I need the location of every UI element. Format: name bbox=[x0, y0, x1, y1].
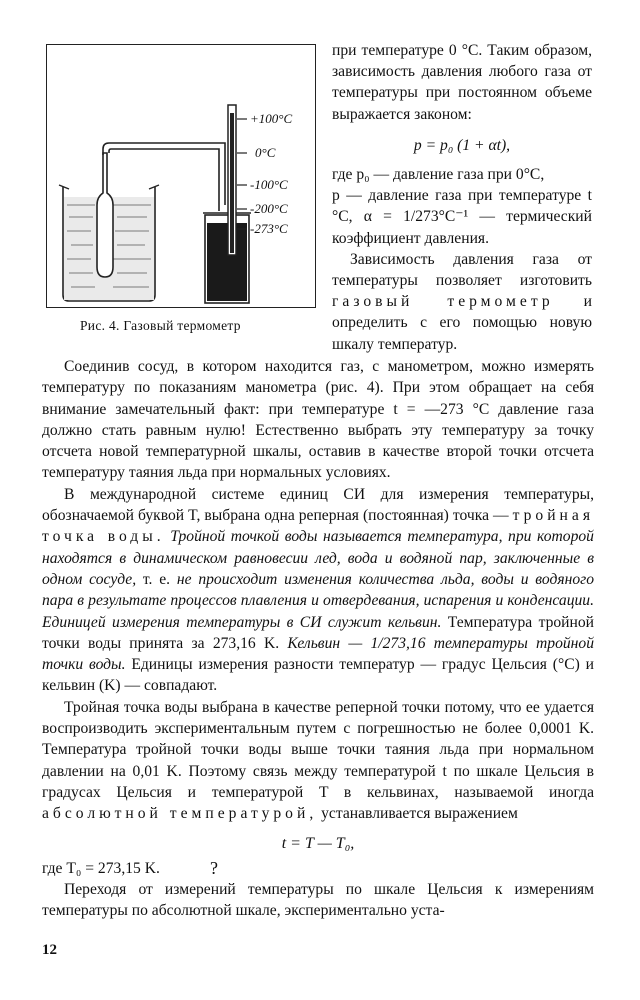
gas-thermometer-figure bbox=[46, 44, 316, 308]
gas-thermometer-term: газовый термометр bbox=[332, 293, 554, 311]
right-para-2 bbox=[332, 249, 592, 355]
main-para-1: Соединив сосуд, в котором находится газ, с манометром, можно измерять температуру по показаниям манометра (рис. 4). При этом обращает на себя внимание замечательный факт: при температуре t = —273 °С давление газа должно стать равным нулю! Естественно выбрать эту температуру за точку отсчета новой температурной шкалы, оставив в качестве второй точки отсчета температуру таяния льда при нормальных условиях. bbox=[42, 358, 594, 482]
main-para-2-d: Температура тройной точки воды принята за 273,16 K. bbox=[42, 613, 595, 652]
page-number: 12 bbox=[42, 942, 57, 958]
main-para-2-a: В международной системе единиц СИ для измерения температуры, обозначаемой буквой T, выбрана одна реперная (постоянная) точка — bbox=[42, 485, 594, 525]
gas-thermometer-drawing bbox=[47, 45, 317, 309]
figure-caption: Рис. 4. Газовый термометр bbox=[80, 318, 241, 333]
scale-label-plus100: +100°C bbox=[250, 111, 293, 126]
pressure-formula: p = p₀ (1 + αt), bbox=[413, 136, 511, 154]
absolute-temperature-term: абсолютной температурой, bbox=[42, 805, 318, 823]
triple-point-term: тройная точка воды. bbox=[42, 507, 594, 546]
main-para-4: Переходя от измерений температуры по шкале Цельсия к измерениям температуры по абсолютной шкале, экспериментально уста- bbox=[42, 881, 594, 920]
right-para-2-suffix: и определить с его помощью новую шкалу температур. bbox=[332, 293, 592, 353]
right-column bbox=[332, 40, 592, 355]
where-T0: где T₀ = 273,15 K. bbox=[42, 859, 160, 877]
main-para-3-b: устанавливается выражением bbox=[317, 805, 518, 823]
gas-bulb bbox=[97, 153, 113, 277]
where-line-2: p — давление газа при температуре t °С, α = 1/273°С⁻¹ — термический коэффициент давления. bbox=[332, 187, 592, 247]
where-line-1: где p₀ — давление газа при 0°С, bbox=[332, 166, 545, 184]
stray-mark: ? bbox=[210, 858, 218, 878]
celsius-kelvin-formula: t = T — T₀, bbox=[281, 834, 355, 852]
right-para-2-prefix: Зависимость давления газа от температуры позволяет изготовить bbox=[332, 250, 592, 290]
kelvin-definition: Кельвин — 1/273,16 температуры тройной точки воды. bbox=[42, 634, 595, 674]
main-text bbox=[42, 356, 594, 922]
scale-label-minus273: -273°C bbox=[250, 221, 288, 236]
triple-point-explanation: не происходит изменения количества льда, воды и водяного пара в результате процессов плавления и отвердевания, испарения и конденсации. Единицей измерения температуры в СИ служит кельвин. bbox=[42, 570, 594, 631]
triple-point-definition: Тройной точкой воды называется температура, при которой находятся в динамическом равновесии лед, вода и водяной пар, заключенные в одном сосуде, bbox=[42, 528, 594, 588]
right-para-1: при температуре 0 °С. Таким образом, зависимость давления любого газа от температуры при постоянном объеме выражается законом: bbox=[332, 42, 592, 123]
scale-label-minus100: -100°C bbox=[250, 177, 288, 192]
manometer-vessel bbox=[203, 213, 251, 303]
main-para-3-a: Тройная точка воды выбрана в качестве реперной точки потому, что ее удается воспроизводить экспериментальным путем с погрешностью не более 0,0001 K. Температура тройной точки воды выше точки таяния льда при нормальном давлении на 0,01 K. Поэтому связь между температурой t по шкале Цельсия в градусах Цельсия и температурой T в кельвинах, называемой иногда bbox=[42, 698, 594, 801]
main-para-2-c: т. е. bbox=[136, 570, 177, 588]
main-para-3 bbox=[42, 697, 594, 825]
scale-label-0: 0°C bbox=[255, 145, 276, 160]
scale-label-minus200: -200°C bbox=[250, 201, 288, 216]
main-para-2 bbox=[42, 484, 594, 697]
main-para-2-e: Единицы измерения разности температур — градус Цельсия (°С) и кельвин (K) — совпадают. bbox=[42, 656, 594, 695]
